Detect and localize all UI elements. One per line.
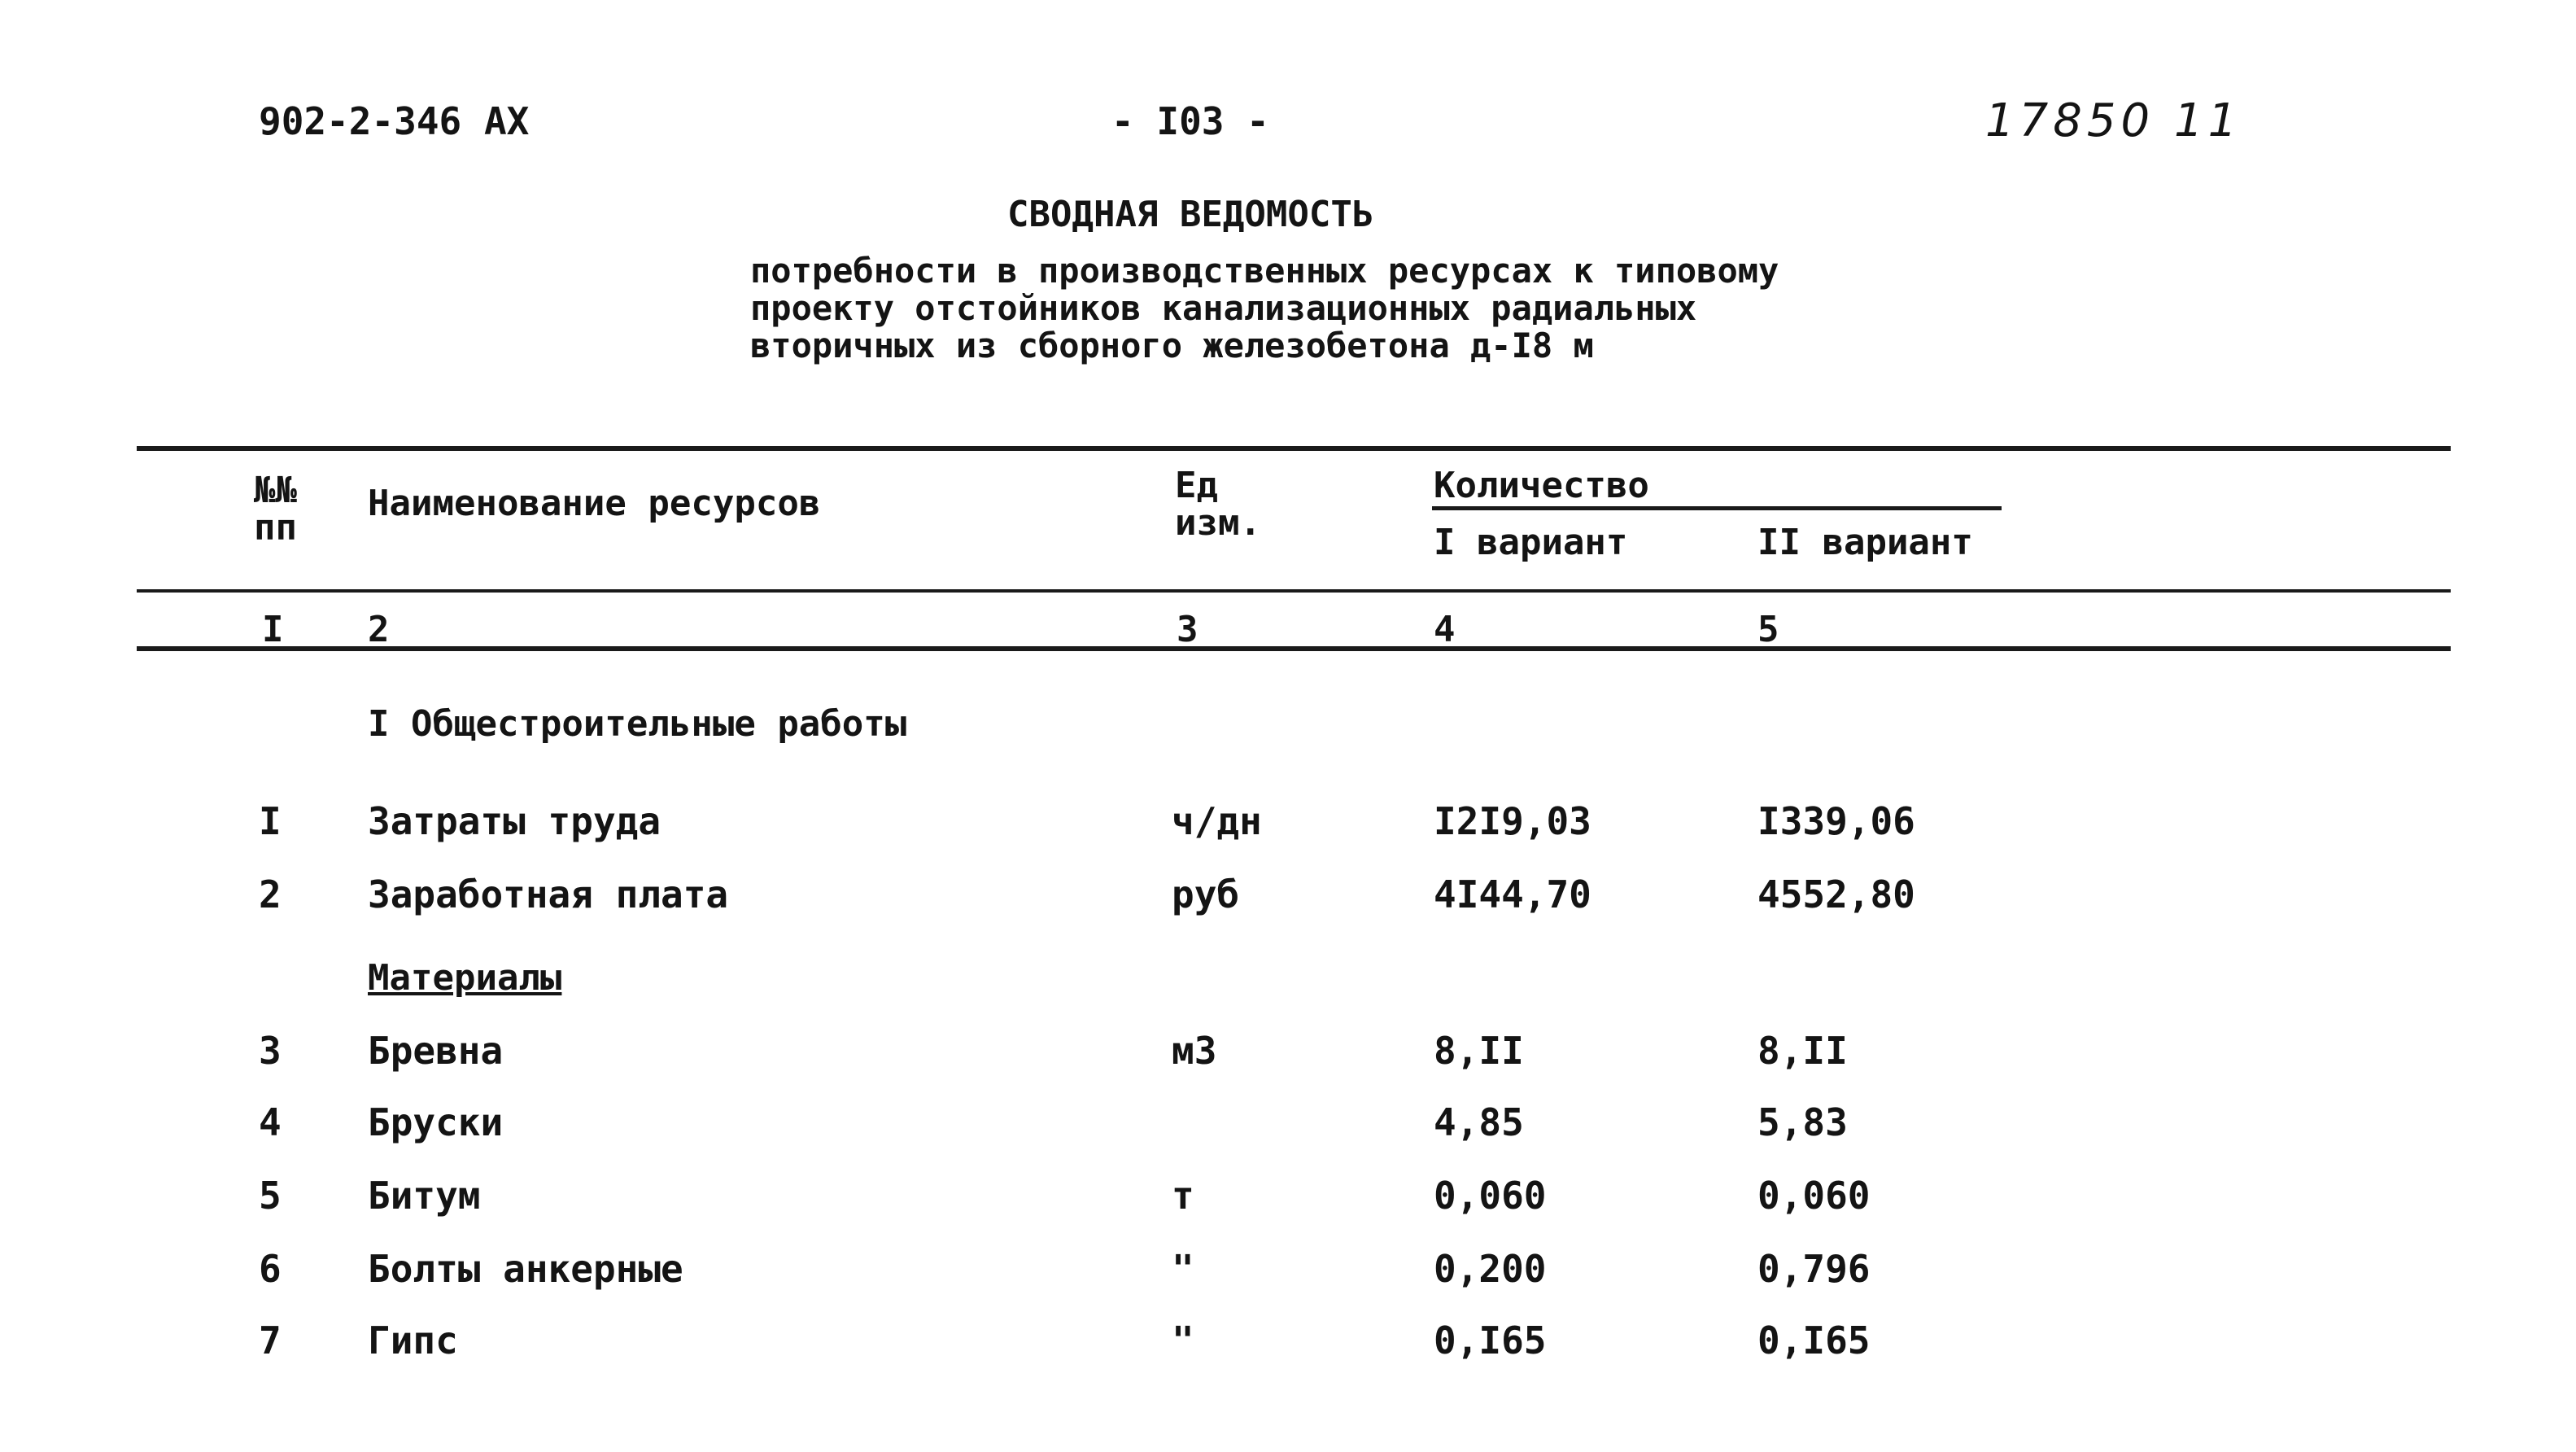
table-top-rule (137, 446, 2451, 451)
row-1-num: I (259, 799, 282, 843)
document-code: 902-2-346 АХ (259, 99, 530, 143)
row-3-name: Бревна (368, 1029, 504, 1073)
row-3-variant-2: 8,II (1757, 1029, 1848, 1073)
row-2-name: Заработная плата (368, 873, 729, 916)
header-name: Наименование ресурсов (368, 483, 821, 524)
row-7-variant-2: 0,I65 (1757, 1319, 1871, 1362)
row-3-variant-1: 8,II (1434, 1029, 1524, 1073)
section-title: I Общестроительные работы (368, 703, 907, 745)
materials-label: Материалы (368, 957, 562, 999)
row-7-num: 7 (259, 1319, 282, 1362)
row-5-unit: т (1172, 1174, 1194, 1218)
header-unit-line1: Ед (1175, 465, 1218, 506)
row-7-variant-1: 0,I65 (1434, 1319, 1547, 1362)
row-1-variant-2: I339,06 (1757, 799, 1915, 843)
row-2-variant-2: 4552,80 (1757, 873, 1915, 916)
row-6-num: 6 (259, 1247, 282, 1291)
row-2-variant-1: 4I44,70 (1434, 873, 1591, 916)
row-2-num: 2 (259, 873, 282, 916)
header-num-line1: №№ (254, 470, 297, 511)
row-5-num: 5 (259, 1174, 282, 1218)
row-6-variant-1: 0,200 (1434, 1247, 1547, 1291)
row-4-name: Бруски (368, 1100, 504, 1144)
column-number-1: I (262, 609, 284, 650)
row-1-variant-1: I2I9,03 (1434, 799, 1591, 843)
subtitle-line-3: вторичных из сборного железобетона д-I8 м (750, 326, 1594, 365)
row-6-variant-2: 0,796 (1757, 1247, 1871, 1291)
table-header-rule (137, 589, 2451, 593)
row-4-variant-2: 5,83 (1757, 1100, 1848, 1144)
row-6-unit: " (1172, 1247, 1194, 1291)
column-number-3: 3 (1177, 609, 1198, 650)
row-1-name: Затраты труда (368, 799, 661, 843)
row-7-unit: " (1172, 1319, 1194, 1362)
row-5-name: Битум (368, 1174, 481, 1218)
column-number-5: 5 (1757, 609, 1779, 650)
row-6-name: Болты анкерные (368, 1247, 683, 1291)
subtitle-line-2: проекту отстойников канализационных радиальных (750, 288, 1697, 328)
row-4-variant-1: 4,85 (1434, 1100, 1524, 1144)
row-5-variant-2: 0,060 (1757, 1174, 1871, 1218)
document-title: СВОДНАЯ ВЕДОМОСТЬ (1007, 194, 1374, 235)
page-number: - I03 - (1111, 99, 1269, 143)
column-number-rule (137, 646, 2451, 651)
row-5-variant-1: 0,060 (1434, 1174, 1547, 1218)
column-number-2: 2 (368, 609, 390, 650)
header-unit (1175, 467, 1261, 542)
column-number-4: 4 (1434, 609, 1456, 650)
header-num-line2: пп (254, 507, 297, 549)
row-3-unit: м3 (1172, 1029, 1217, 1073)
row-4-num: 4 (259, 1100, 282, 1144)
header-num (254, 472, 297, 547)
row-1-unit: ч/дн (1172, 799, 1262, 843)
row-3-num: 3 (259, 1029, 282, 1073)
quantity-header-rule (1432, 506, 2002, 510)
header-quantity: Количество (1434, 465, 1649, 506)
row-2-unit: руб (1172, 873, 1240, 916)
row-7-name: Гипс (368, 1319, 458, 1362)
archive-number: 17850 11 (1985, 94, 2242, 147)
header-variant-1: I вариант (1434, 522, 1628, 563)
subtitle-line-1: потребности в производственных ресурсах к типовому (750, 251, 1779, 291)
header-variant-2: II вариант (1757, 522, 1973, 563)
header-unit-line2: изм. (1175, 502, 1261, 544)
